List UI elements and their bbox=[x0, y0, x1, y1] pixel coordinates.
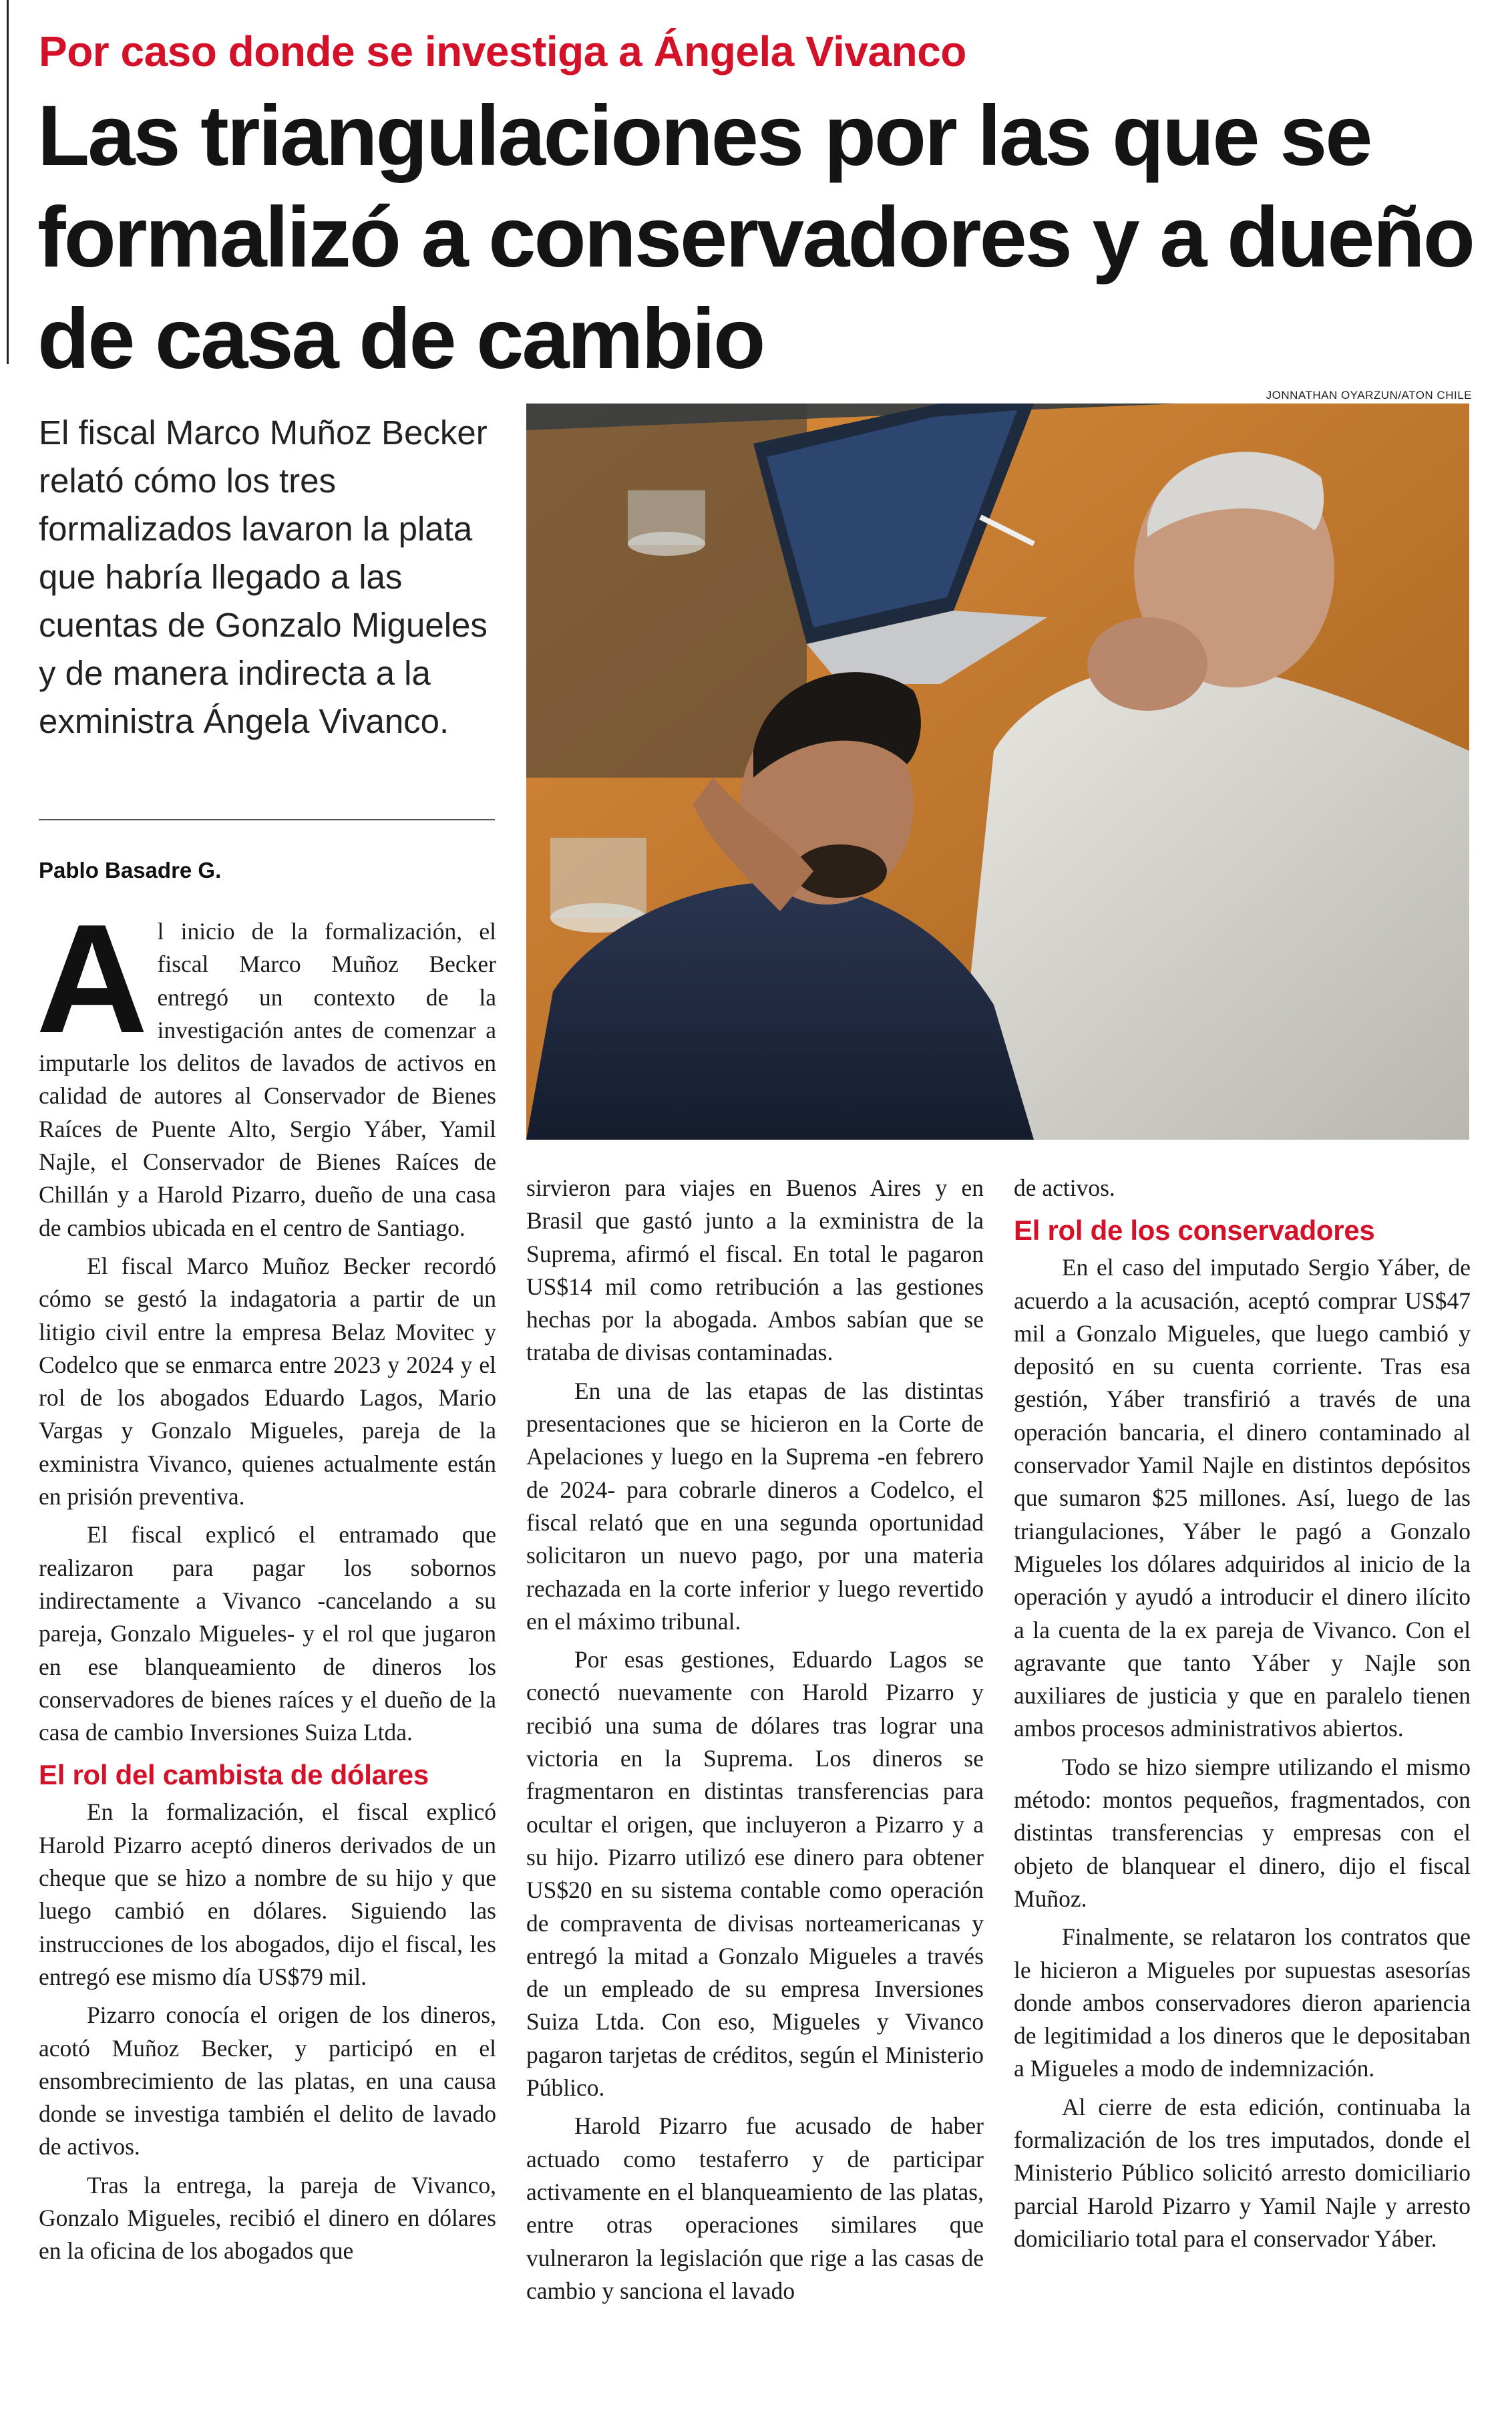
column-2 bbox=[526, 1172, 984, 2313]
column-2-paragraph-2: En una de las etapas de las distintas presentaciones que se hicieron en la Corte de Apelaciones y luego en la Suprema -en febrero de 2024- para cobrarle dineros a Codelco, el fiscal relató que en una segunda oportunidad solicitaron un nuevo pago, por una materia rechazada en la corte inferior y luego revertido en el máximo tribunal. bbox=[526, 1377, 984, 1635]
paragraph-3: El fiscal explicó el entramado que realizaron para pagar los sobornos indirectamente a Vivanco -cancelando a su pareja, Gonzalo Migueles- y el rol que jugaron en ese blanqueamiento de dineros los conservadores de bienes raíces y el dueño de la casa de cambio Inversiones Suiza Ltda. bbox=[39, 1521, 496, 1746]
article-headline: Las triangulaciones por las que se formalizó a conservadores y a dueño de casa de cambio bbox=[37, 88, 1473, 387]
paragraph-5: Pizarro conocía el origen de los dineros, acotó Muñoz Becker, y participó en el ensombrecimiento de las platas, en una causa donde se investiga también el delito de lavado de activos. bbox=[39, 2001, 496, 2160]
deck-divider bbox=[39, 819, 495, 820]
photo-credit: JONNATHAN OYARZUN/ATON CHILE bbox=[1266, 389, 1472, 401]
column-3-paragraph-4: Al cierre de esta edición, continuaba la formalización de los tres imputados, donde el Ministerio Público solicitó arresto domiciliario parcial Harold Pizarro y Yamil Najle y arresto domiciliario total para el conservador Yáber. bbox=[1014, 2093, 1471, 2252]
subhead-cambista: El rol del cambista de dólares bbox=[39, 1759, 429, 1791]
column-3-paragraph-1: En el caso del imputado Sergio Yáber, de acuerdo a la acusación, aceptó comprar US$47 mil a Gonzalo Migueles, que luego cambió y depositó en su cuenta corriente. Tras esa gestión, Yáber transfirió a través de una operación bancaria, el dinero contaminado al conservador Yamil Najle en distintos depósitos que sumaron $25 millones. Así, luego de las triangulaciones, Yáber le pagó a Gonzalo Migueles los dólares adquiridos al inicio de la operación y ayudó a introducir el dinero ilícito a la cuenta de la ex pareja de Vivanco. Con el agravante que tanto Yáber y Najle son auxiliares de justicia y que en paralelo tienen ambos procesos administrativos abiertos. bbox=[1014, 1254, 1471, 1742]
article-kicker: Por caso donde se investiga a Ángela Vivanco bbox=[39, 27, 966, 75]
column-3-paragraph-2: Todo se hizo siempre utilizando el mismo método: montos pequeños, fragmentados, con distintas transferencias y empresas con el objeto de blanquear el dinero, dijo el fiscal Muñoz. bbox=[1014, 1753, 1471, 1912]
column-3-continuation: de activos. bbox=[1014, 1174, 1115, 1201]
drop-cap: A bbox=[36, 893, 148, 1066]
photo-illustration bbox=[526, 404, 1469, 1140]
paragraph-6: Tras la entrega, la pareja de Vivanco, Gonzalo Migueles, recibió el dinero en dólares en la oficina de los abogados que bbox=[39, 2171, 496, 2265]
column-2-paragraph-3: Por esas gestiones, Eduardo Lagos se conectó nuevamente con Harold Pizarro y recibió una suma de dólares tras lograr una victoria en la Suprema. Los dineros se fragmentaron en distintas transferencias para ocultar el origen, que incluyeron a Pizarro y a su hijo. Pizarro utilizó ese dinero para obtener US$20 en su sistema contable como operación de compraventa de divisas norteamericanas y entregó la mitad a Gonzalo Migueles a través de un empleado de su empresa Inversiones Suiza Ltda. Con eso, Migueles y Vivanco pagaron tarjetas de créditos, según el Ministerio Público. bbox=[526, 1646, 984, 2102]
column-3-paragraph-3: Finalmente, se relataron los contratos que le hicieron a Migueles por supuestas asesorías donde ambos conservadores dieron apariencia de legitimidad a los dineros que le depositaban a Migueles a modo de indemnización. bbox=[1014, 1923, 1471, 2082]
article-deck: El fiscal Marco Muñoz Becker relató cómo los tres formalizados lavaron la plata que habría llegado a las cuentas de Gonzalo Migueles y de manera indirecta a la exministra Ángela Vivanco. bbox=[39, 414, 488, 740]
byline: Pablo Basadre G. bbox=[39, 858, 222, 882]
left-rule bbox=[7, 0, 9, 364]
column-2-paragraph-4: Harold Pizarro fue acusado de haber actuado como testaferro y de participar activamente en el blanqueamiento de las platas, entre otras operaciones similares que vulneraron la legislación que rige a las casas de cambio y sanciona el lavado bbox=[526, 2112, 984, 2304]
article-photo bbox=[526, 404, 1469, 1140]
paragraph-1-text: l inicio de la formalización, el fiscal Marco Muñoz Becker entregó un contexto de la investigación antes de comenzar a imputarle los delitos de lavados de activos en calidad de autores al Conservador de Bienes Raíces de Puente Alto, Sergio Yáber, Yamil Najle, el Conservador de Bienes Raíces de Chillán y a Harold Pizarro, dueño de una casa de cambios ubicada en el centro de Santiago. bbox=[39, 918, 496, 1241]
paragraph-4: En la formalización, el fiscal explicó Harold Pizarro aceptó dineros derivados de un cheque que se hizo a nombre de su hijo y que luego cambió en dólares. Siguiendo las instrucciones de los abogados, dijo el fiscal, les entregó ese mismo día US$79 mil. bbox=[39, 1798, 496, 1990]
column-3 bbox=[1014, 1172, 1471, 2261]
column-2-paragraph-1: sirvieron para viajes en Buenos Aires y en Brasil que gastó junto a la exministra de la Suprema, afirmó el fiscal. En total le pagaron US$14 mil como retribución a las gestiones hechas por la abogada. Ambos sabían que se trataba de divisas contaminadas. bbox=[526, 1174, 984, 1366]
subhead-conservadores: El rol de los conservadores bbox=[1014, 1215, 1375, 1247]
paragraph-intro bbox=[36, 893, 496, 1245]
column-1 bbox=[36, 893, 496, 2273]
paragraph-2: El fiscal Marco Muñoz Becker recordó cómo se gestó la indagatoria a partir de un litigio civil entre la empresa Belaz Movitec y Codelco que se enmarca entre 2023 y 2024 y el rol de los abogados Eduardo Lagos, Mario Vargas y Gonzalo Migueles, pareja de la exministra Vivanco, quienes actualmente están en prisión preventiva. bbox=[39, 1252, 496, 1510]
